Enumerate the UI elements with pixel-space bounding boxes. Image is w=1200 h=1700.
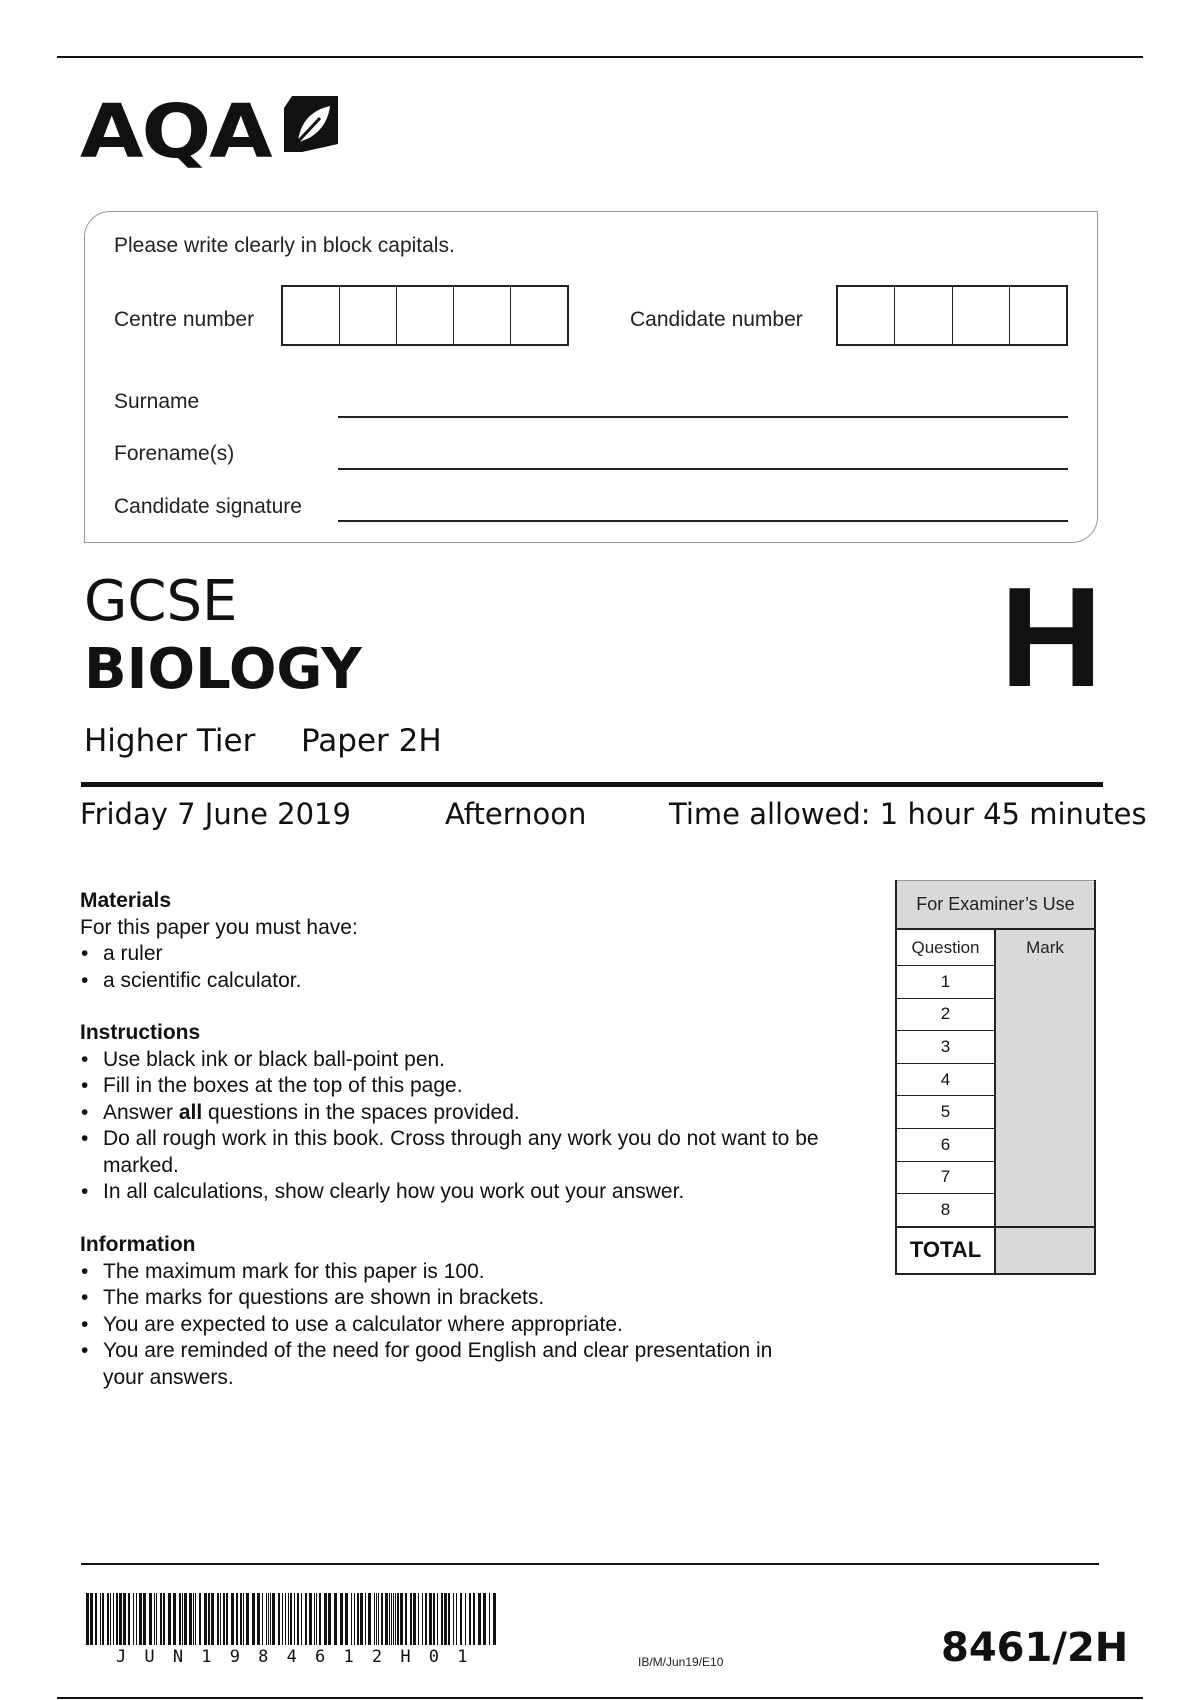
barcode-bar [418, 1593, 419, 1645]
title-divider [81, 782, 1103, 787]
surname-field[interactable] [338, 416, 1068, 418]
barcode-bar [368, 1593, 371, 1645]
mark-column-header: Mark [996, 930, 1094, 965]
barcode-bar [319, 1593, 321, 1645]
exam-session: Afternoon [445, 797, 587, 831]
barcode-bar [182, 1593, 183, 1645]
barcode-bar [385, 1593, 388, 1645]
materials-intro: For this paper you must have: [80, 915, 358, 939]
question-column [897, 930, 996, 1226]
examiner-use-table [895, 880, 1096, 1275]
barcode-bar [199, 1593, 201, 1645]
question-number: 2 [897, 998, 994, 1031]
barcode-bar [324, 1593, 327, 1645]
surname-label: Surname [114, 390, 200, 413]
barcode-bar [100, 1593, 101, 1645]
barcode-bar [441, 1593, 443, 1645]
information-item: • The maximum mark for this paper is 100. [80, 1259, 860, 1286]
barcode-bar [437, 1593, 438, 1645]
information-item: • The marks for questions are shown in brackets. [80, 1285, 860, 1312]
barcode-bar [413, 1593, 416, 1645]
barcode-bar [211, 1593, 214, 1645]
barcode-bar [393, 1593, 394, 1645]
question-number: 6 [897, 1128, 994, 1161]
barcode-bar [231, 1593, 234, 1645]
materials-item: • a scientific calculator. [80, 968, 860, 995]
barcode-bar [179, 1593, 181, 1645]
barcode-bar [189, 1593, 192, 1645]
barcode-bar [143, 1593, 146, 1645]
barcode-bar [410, 1593, 412, 1645]
document-reference: IB/M/Jun19/E10 [638, 1655, 724, 1669]
barcode-bar [473, 1593, 475, 1645]
barcode-bar [257, 1593, 260, 1645]
barcode-bar [226, 1593, 228, 1645]
mark-column [996, 930, 1094, 1226]
barcode-bar [149, 1593, 152, 1645]
barcode-bar [236, 1593, 238, 1645]
barcode-bar [110, 1593, 111, 1645]
forenames-label: Forename(s) [114, 442, 235, 465]
barcode-bar [220, 1593, 221, 1645]
question-number: 4 [897, 1063, 994, 1096]
barcode-bar [252, 1593, 255, 1645]
centre-number-boxes[interactable] [281, 285, 569, 346]
examiner-use-heading: For Examiner’s Use [897, 880, 1094, 930]
instruction-emphasis: all [178, 1100, 203, 1124]
barcode-bar [128, 1593, 130, 1645]
barcode-bar [133, 1593, 134, 1645]
centre-number-box[interactable] [511, 287, 567, 344]
signature-label: Candidate signature [114, 495, 302, 518]
paper-label: Paper 2H [301, 723, 442, 759]
barcode-bar [288, 1593, 289, 1645]
information-item: • You are expected to use a calculator where appropriate. [80, 1312, 860, 1339]
barcode-bar [270, 1593, 271, 1645]
centre-number-box[interactable] [397, 287, 454, 344]
instruction-item: • Use black ink or black ball-point pen. [80, 1047, 860, 1074]
barcode-bar [173, 1593, 176, 1645]
total-mark-cell [996, 1228, 1094, 1273]
signature-field[interactable] [338, 520, 1068, 522]
information-item: • You are reminded of the need for good English and clear presentation in your answers. [80, 1338, 803, 1391]
aqa-logo-text: AQA [80, 89, 271, 176]
centre-number-label: Centre number [114, 308, 255, 331]
qualification-title: GCSE [84, 569, 238, 634]
barcode-bar [429, 1593, 432, 1645]
barcode-bar [360, 1593, 363, 1645]
barcode-bar [195, 1593, 196, 1645]
barcode-bar [334, 1593, 337, 1645]
barcode-bar [469, 1593, 471, 1645]
materials-item: • a ruler [80, 941, 860, 968]
barcode-bar [309, 1593, 312, 1645]
barcode-bar [405, 1593, 407, 1645]
barcode-bar [314, 1593, 315, 1645]
barcode-bar [456, 1593, 457, 1645]
instruction-item: • In all calculations, show clearly how you work out your answer. [80, 1179, 860, 1206]
footer-rule [81, 1563, 1099, 1565]
barcode-bar [354, 1593, 355, 1645]
barcode-bar [351, 1593, 352, 1645]
instruction-item: • Fill in the boxes at the top of this page. [80, 1073, 860, 1100]
forenames-field[interactable] [338, 468, 1068, 470]
barcode-bar [107, 1593, 109, 1645]
barcode-text: JUN1984612H01 [116, 1647, 486, 1667]
question-number: 8 [897, 1193, 994, 1226]
barcode-bar [223, 1593, 225, 1645]
barcode-bar [328, 1593, 331, 1645]
barcode-bar [425, 1593, 427, 1645]
barcode-bar [208, 1593, 210, 1645]
candidate-number-box[interactable] [1010, 287, 1066, 344]
barcode-bar [294, 1593, 295, 1645]
barcode-bar [240, 1593, 242, 1645]
barcode-bar [113, 1593, 114, 1645]
barcode-bar [397, 1593, 399, 1645]
barcode-bar [374, 1593, 375, 1645]
total-row [897, 1226, 1094, 1273]
tier-letter: H [1000, 558, 1103, 717]
instruction-item [80, 1100, 860, 1127]
materials-section [80, 888, 860, 994]
barcode-bar [290, 1593, 292, 1645]
barcode-bar [163, 1593, 165, 1645]
barcode-bar [160, 1593, 162, 1645]
barcode-bar [119, 1593, 122, 1645]
tier-label: Higher Tier [84, 723, 256, 759]
top-rule [57, 56, 1143, 58]
materials-heading: Materials [80, 889, 172, 912]
instruction-text: Answer [103, 1100, 179, 1124]
centre-number-box[interactable] [283, 287, 340, 344]
total-label: TOTAL [897, 1228, 996, 1273]
barcode-bar [123, 1593, 126, 1645]
barcode-bar [422, 1593, 423, 1645]
candidate-number-box[interactable] [953, 287, 1010, 344]
question-number: 3 [897, 1030, 994, 1063]
barcode-bar [136, 1593, 137, 1645]
barcode-bar [460, 1593, 462, 1645]
barcode-bar [246, 1593, 249, 1645]
barcode-bar [345, 1593, 348, 1645]
instructions-heading: Instructions [80, 1021, 201, 1044]
barcode-bar [448, 1593, 450, 1645]
barcode-bar [316, 1593, 317, 1645]
centre-number-box[interactable] [454, 287, 511, 344]
barcode-bar [95, 1593, 97, 1645]
barcode-bar [381, 1593, 383, 1645]
barcode-bar [102, 1593, 104, 1645]
candidate-number-box[interactable] [895, 287, 952, 344]
bottom-rule [57, 1697, 1143, 1699]
barcode-bar [285, 1593, 286, 1645]
centre-number-box[interactable] [340, 287, 397, 344]
candidate-number-box[interactable] [838, 287, 895, 344]
barcode-bar [489, 1593, 490, 1645]
subject-title: BIOLOGY [84, 637, 362, 702]
barcode-bar [90, 1593, 93, 1645]
barcode-bar [193, 1593, 194, 1645]
candidate-number-boxes[interactable] [836, 285, 1068, 346]
barcode-bar [395, 1593, 396, 1645]
barcode-bar [262, 1593, 263, 1645]
information-heading: Information [80, 1233, 196, 1256]
instruction-item: • Do all rough work in this book. Cross through any work you do not want to be marked. [80, 1126, 843, 1179]
barcode-bar [272, 1593, 275, 1645]
barcode-bar [156, 1593, 157, 1645]
question-number: 1 [897, 965, 994, 998]
instruction-text: questions in the spaces provided. [202, 1100, 520, 1124]
barcode-bar [305, 1593, 307, 1645]
barcode-bar [154, 1593, 155, 1645]
barcode-bar [378, 1593, 379, 1645]
instructions-section [80, 1020, 860, 1206]
barcode-bar [301, 1593, 302, 1645]
barcode-bar [444, 1593, 447, 1645]
barcode-bar [453, 1593, 454, 1645]
barcode-bar [465, 1593, 466, 1645]
barcode-bar [139, 1593, 142, 1645]
barcode-bar [483, 1593, 486, 1645]
barcode-bar [243, 1593, 244, 1645]
barcode-bar [268, 1593, 269, 1645]
barcode-bar [184, 1593, 187, 1645]
candidate-number-label: Candidate number [630, 308, 803, 331]
exam-date: Friday 7 June 2019 [80, 797, 351, 831]
barcode-bar [400, 1593, 403, 1645]
barcode [86, 1593, 498, 1645]
barcode-bar [204, 1593, 207, 1645]
barcode-bar [168, 1593, 171, 1645]
barcode-bar [391, 1593, 392, 1645]
information-section [80, 1232, 860, 1391]
barcode-bar [86, 1593, 89, 1645]
aqa-leaf-icon [282, 92, 340, 152]
barcode-bar [493, 1593, 496, 1645]
barcode-bar [217, 1593, 219, 1645]
barcode-bar [389, 1593, 390, 1645]
block-capitals-instruction: Please write clearly in block capitals. [114, 234, 455, 257]
barcode-bar [357, 1593, 359, 1645]
question-number: 7 [897, 1161, 994, 1194]
barcode-bar [340, 1593, 343, 1645]
question-column-header: Question [911, 937, 980, 957]
barcode-bar [278, 1593, 280, 1645]
paper-code: 8461/2H [941, 1625, 1129, 1671]
time-allowed: Time allowed: 1 hour 45 minutes [669, 797, 1147, 831]
candidate-details-panel [84, 211, 1098, 543]
question-number: 5 [897, 1095, 994, 1128]
barcode-bar [266, 1593, 267, 1645]
barcode-bar [116, 1593, 118, 1645]
barcode-bar [365, 1593, 366, 1645]
barcode-bar [376, 1593, 377, 1645]
barcode-bar [282, 1593, 283, 1645]
barcode-bar [433, 1593, 435, 1645]
barcode-bar [478, 1593, 481, 1645]
barcode-bar [297, 1593, 299, 1645]
